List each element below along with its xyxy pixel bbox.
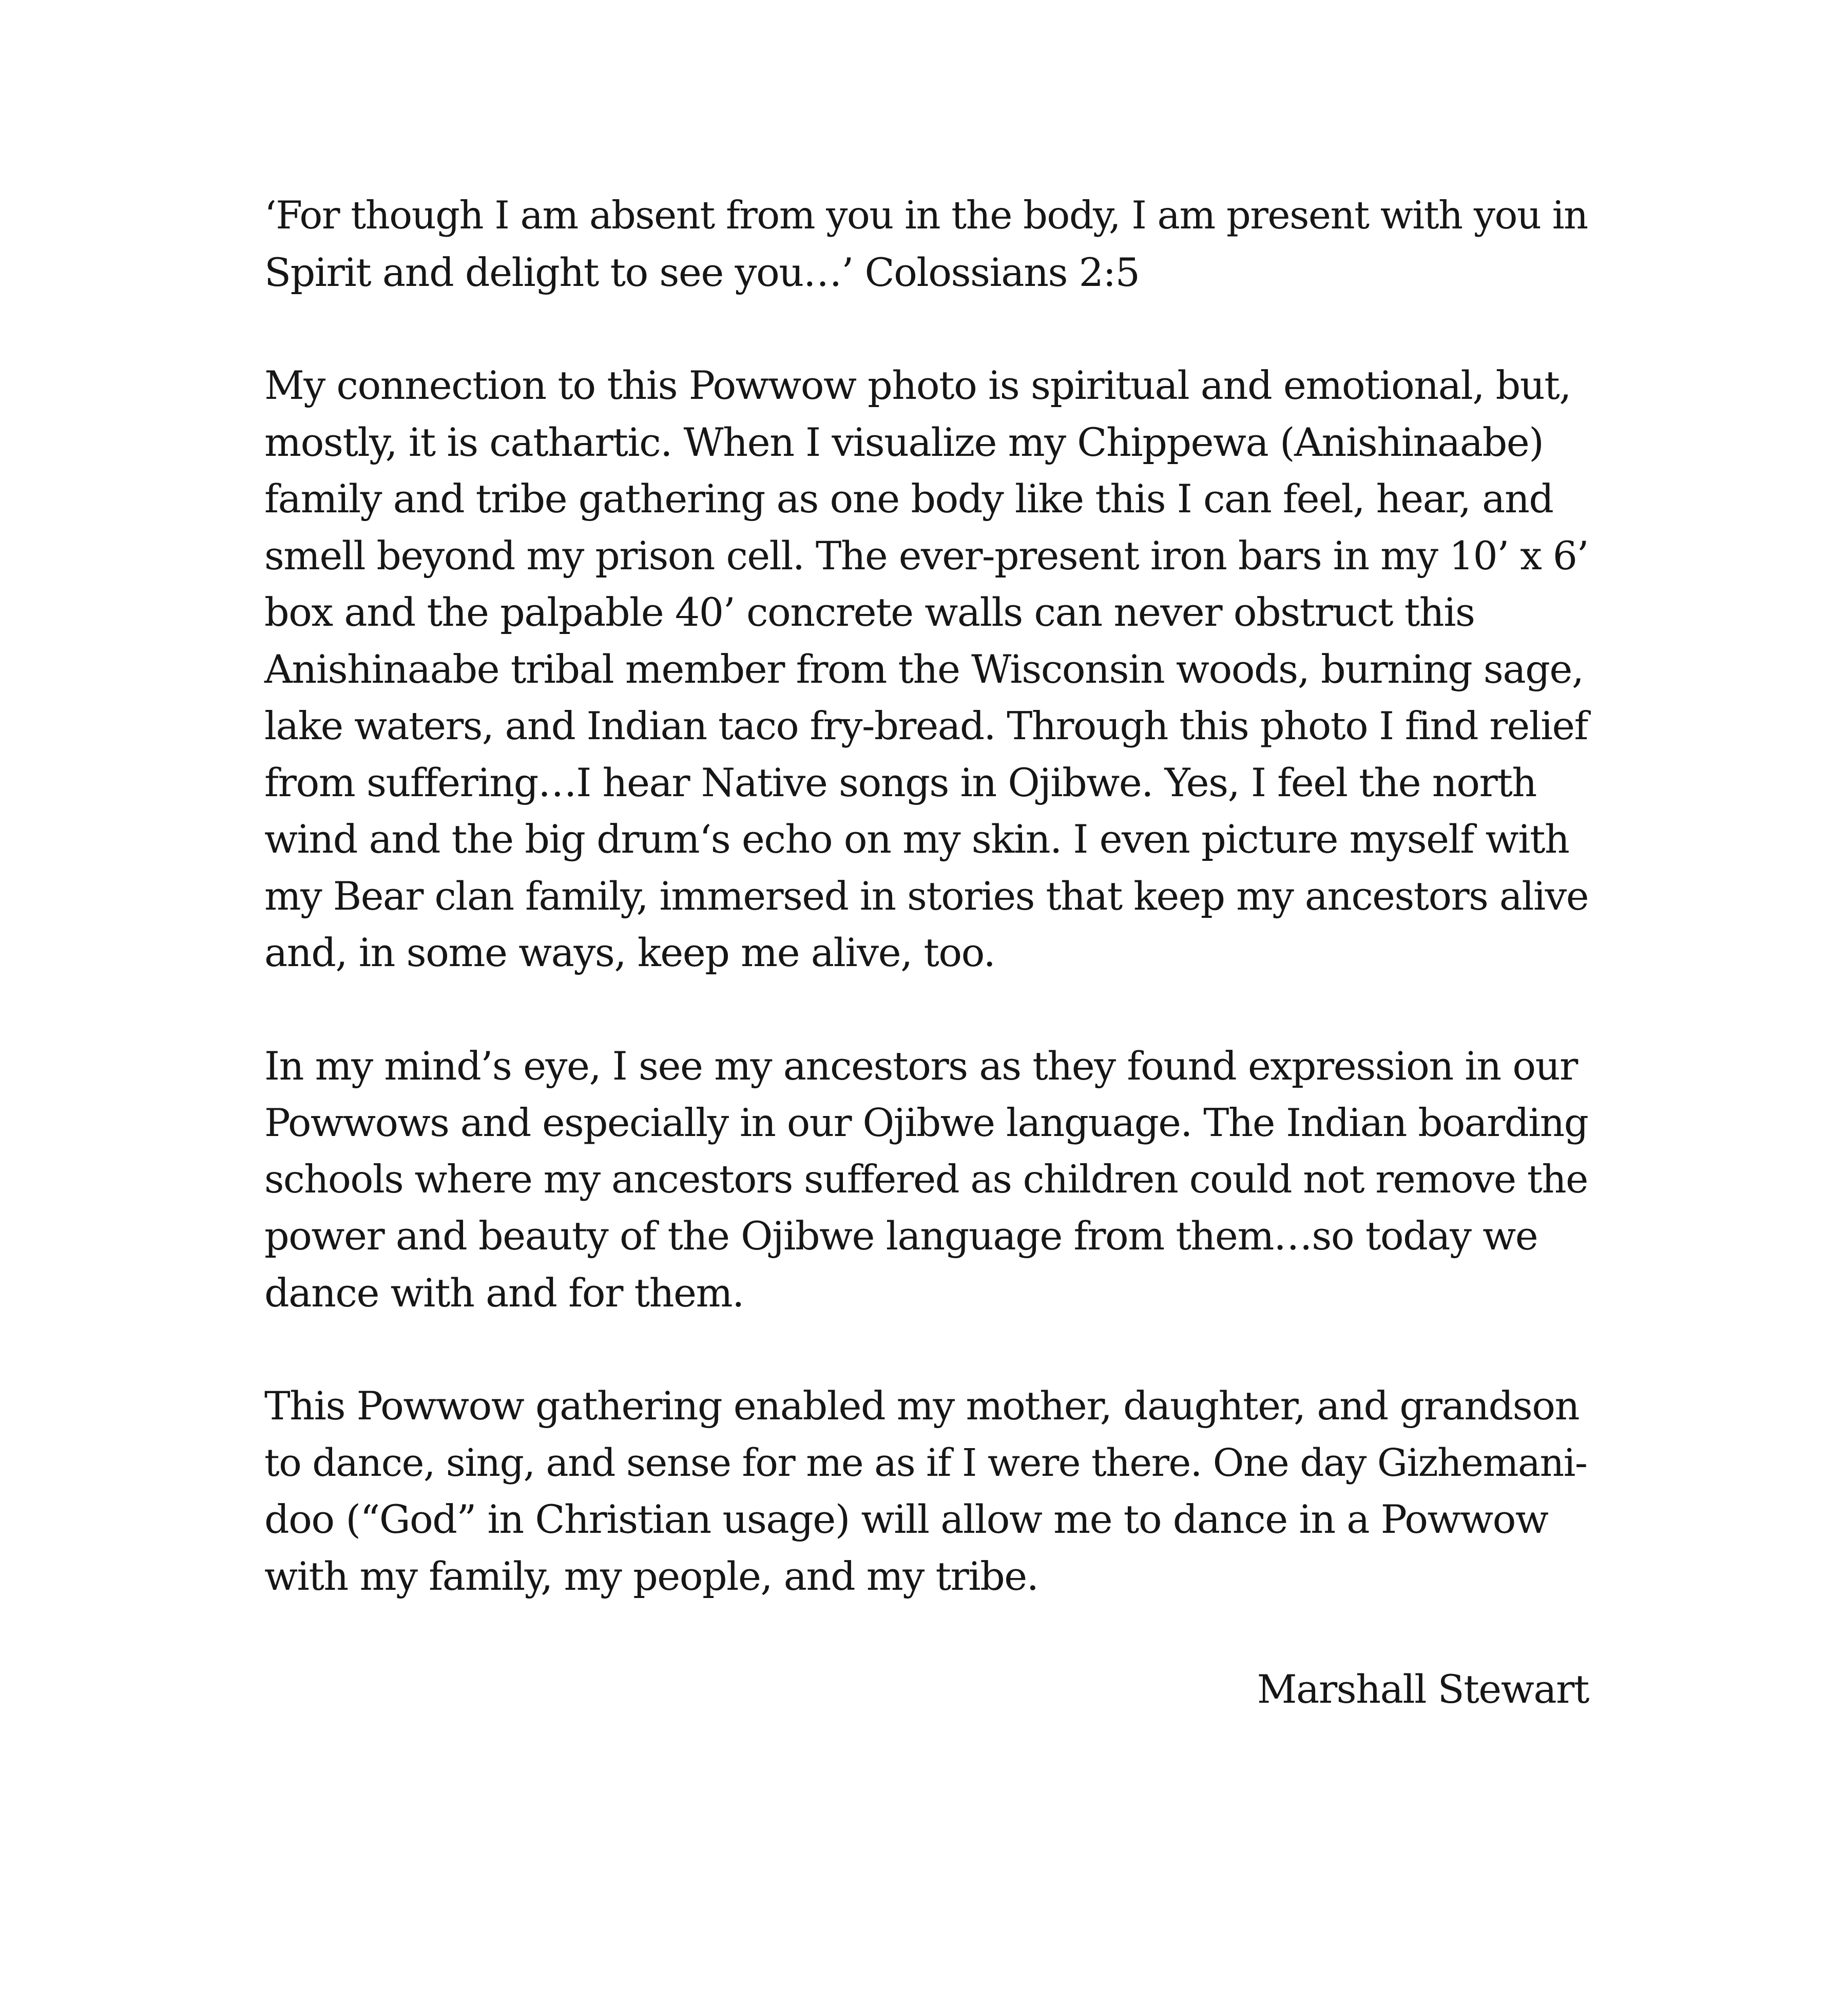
- paragraph-line: In my mind’s eye, I see my ancestors as they found expression in our: [264, 1043, 1577, 1089]
- paragraph-line: with my family, my people, and my tribe.: [264, 1553, 1038, 1599]
- paragraph-connection: [264, 357, 1589, 981]
- paragraph-line: to dance, sing, and sense for me as if I were there. One day Gizhemani-: [264, 1440, 1587, 1485]
- paragraph-line: Anishinaabe tribal member from the Wisconsin woods, burning sage,: [264, 646, 1584, 692]
- paragraph-line: Powwows and especially in our Ojibwe language. The Indian boarding: [264, 1100, 1588, 1145]
- paragraph-line: from suffering…I hear Native songs in Ojibwe. Yes, I feel the north: [264, 759, 1536, 805]
- paragraph-line: smell beyond my prison cell. The ever-present iron bars in my 10’ x 6’: [264, 533, 1589, 579]
- paragraph-line: box and the palpable 40’ concrete walls can never obstruct this: [264, 589, 1475, 635]
- epigraph: [264, 187, 1589, 301]
- paragraph-line: mostly, it is cathartic. When I visualize my Chippewa (Anishinaabe): [264, 419, 1544, 465]
- paragraph-line: my Bear clan family, immersed in stories that keep my ancestors alive: [264, 873, 1588, 919]
- paragraph-line: schools where my ancestors suffered as children could not remove the: [264, 1157, 1588, 1202]
- paragraph-line: My connection to this Powwow photo is spiritual and emotional, but,: [264, 362, 1571, 408]
- signature: Marshall Stewart: [1257, 1666, 1589, 1712]
- paragraph-ancestors: [264, 1038, 1589, 1322]
- paragraph-line: doo (“God” in Christian usage) will allow me to dance in a Powwow: [264, 1496, 1548, 1542]
- paragraph-line: and, in some ways, keep me alive, too.: [264, 930, 995, 975]
- paragraph-line: lake waters, and Indian taco fry-bread. Through this photo I find relief: [264, 703, 1588, 748]
- paragraph-line: This Powwow gathering enabled my mother, daughter, and grandson: [264, 1383, 1580, 1429]
- epigraph-line: ‘For though I am absent from you in the body, I am present with you in: [264, 193, 1588, 238]
- paragraph-line: family and tribe gathering as one body like this I can feel, hear, and: [264, 476, 1553, 522]
- paragraph-line: wind and the big drum‘s echo on my skin. I even picture myself with: [264, 816, 1569, 862]
- paragraph-line: dance with and for them.: [264, 1269, 744, 1316]
- epigraph-line: Spirit and delight to see you…’ Colossians 2:5: [264, 249, 1140, 295]
- paragraph-gathering: [264, 1378, 1589, 1605]
- paragraph-line: power and beauty of the Ojibwe language from them…so today we: [264, 1213, 1538, 1259]
- letter-page: [264, 187, 1589, 1718]
